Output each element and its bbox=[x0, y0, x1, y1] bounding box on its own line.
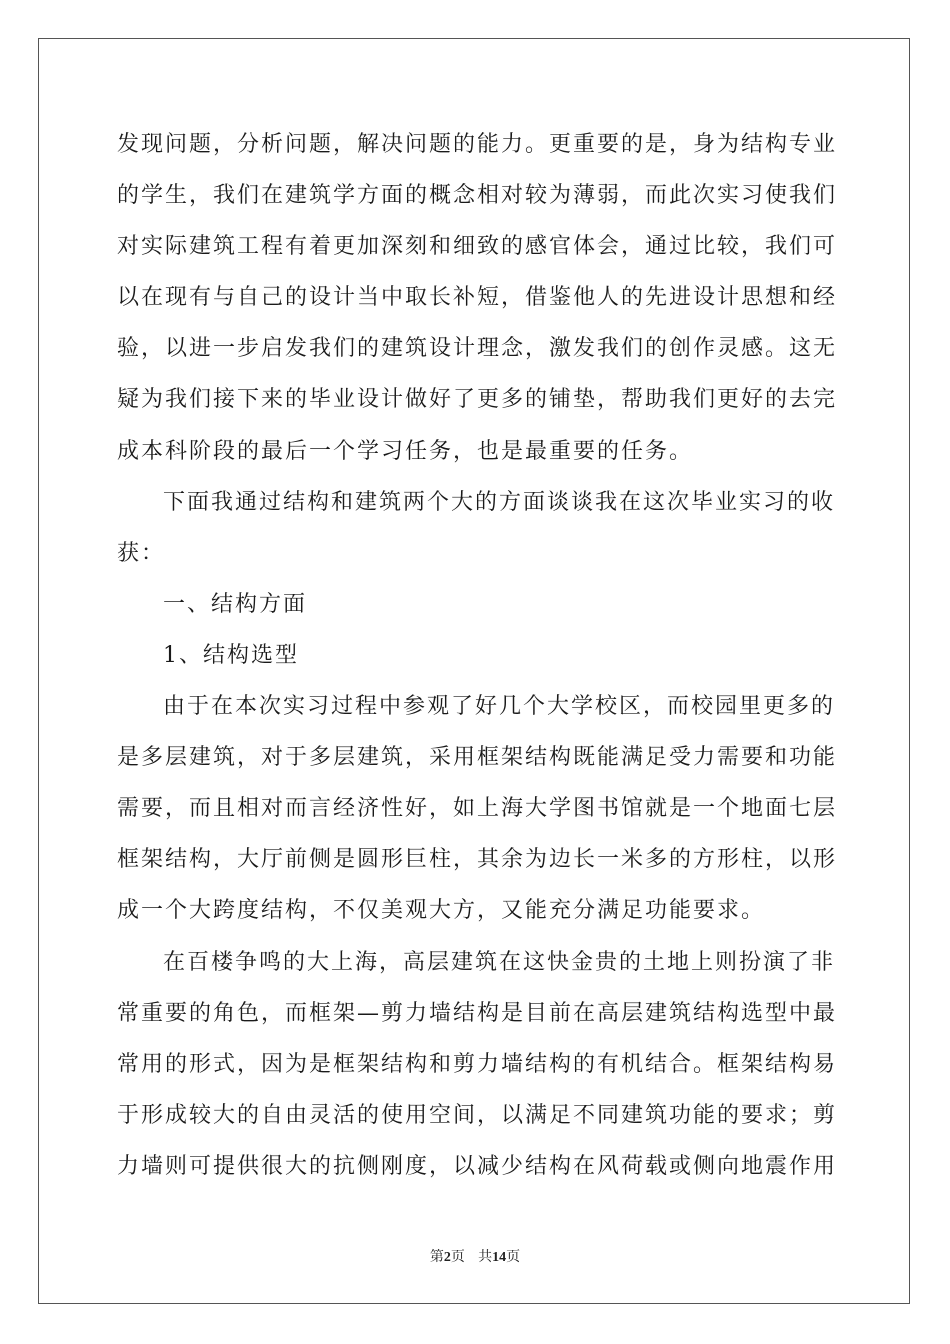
text-line: 下面我通过结构和建筑两个大的方面谈谈我在这次毕业实习的收 bbox=[163, 489, 836, 515]
page-prefix: 第 bbox=[429, 1249, 444, 1265]
total-prefix: 共 bbox=[478, 1249, 493, 1265]
page-footer bbox=[0, 1246, 950, 1266]
text-line: 需要，而且相对而言经济性好，如上海大学图书馆就是一个地面七层 bbox=[117, 796, 838, 822]
text-line: 成本科阶段的最后一个学习任务，也是最重要的任务。 bbox=[117, 438, 694, 464]
text-line: 力墙则可提供很大的抗侧刚度，以减少结构在风荷载或侧向地震作用 bbox=[117, 1153, 838, 1179]
text-line: 成一个大跨度结构，不仅美观大方，又能充分满足功能要求。 bbox=[117, 898, 766, 924]
total-pages: 14 bbox=[492, 1250, 507, 1265]
text-line: 以在现有与自己的设计当中取长补短，借鉴他人的先进设计思想和经 bbox=[117, 285, 838, 311]
section-heading: 一、结构方面 bbox=[163, 591, 308, 617]
text-line: 对实际建筑工程有着更加深刻和细致的感官体会，通过比较，我们可 bbox=[117, 234, 838, 260]
text-line: 是多层建筑，对于多层建筑，采用框架结构既能满足受力需要和功能 bbox=[117, 745, 838, 771]
page-suffix: 页 bbox=[450, 1249, 465, 1265]
text-line: 的学生，我们在建筑学方面的概念相对较为薄弱，而此次实习使我们 bbox=[117, 183, 838, 209]
text-line: 获： bbox=[117, 540, 166, 566]
page-number: 2 bbox=[443, 1250, 451, 1265]
text-line: 疑为我们接下来的毕业设计做好了更多的铺垫，帮助我们更好的去完 bbox=[117, 387, 838, 413]
subsection-heading: 1、结构选型 bbox=[163, 642, 299, 668]
text-line: 发现问题，分析问题，解决问题的能力。更重要的是，身为结构专业 bbox=[117, 132, 838, 157]
text-line: 常用的形式，因为是框架结构和剪力墙结构的有机结合。框架结构易 bbox=[117, 1051, 838, 1077]
text-line: 框架结构，大厅前侧是圆形巨柱，其余为边长一米多的方形柱，以形 bbox=[117, 847, 838, 873]
text-line: 由于在本次实习过程中参观了好几个大学校区，而校园里更多的 bbox=[163, 694, 836, 720]
text-line: 在百楼争鸣的大上海，高层建筑在这快金贵的土地上则扮演了非 bbox=[163, 949, 836, 975]
text-line: 常重要的角色，而框架—剪力墙结构是目前在高层建筑结构选型中最 bbox=[117, 1000, 838, 1026]
total-suffix: 页 bbox=[506, 1249, 521, 1265]
text-line: 于形成较大的自由灵活的使用空间，以满足不同建筑功能的要求；剪 bbox=[117, 1102, 838, 1128]
document-body bbox=[117, 127, 838, 1200]
text-line: 验，以进一步启发我们的建筑设计理念，激发我们的创作灵感。这无 bbox=[117, 336, 838, 362]
